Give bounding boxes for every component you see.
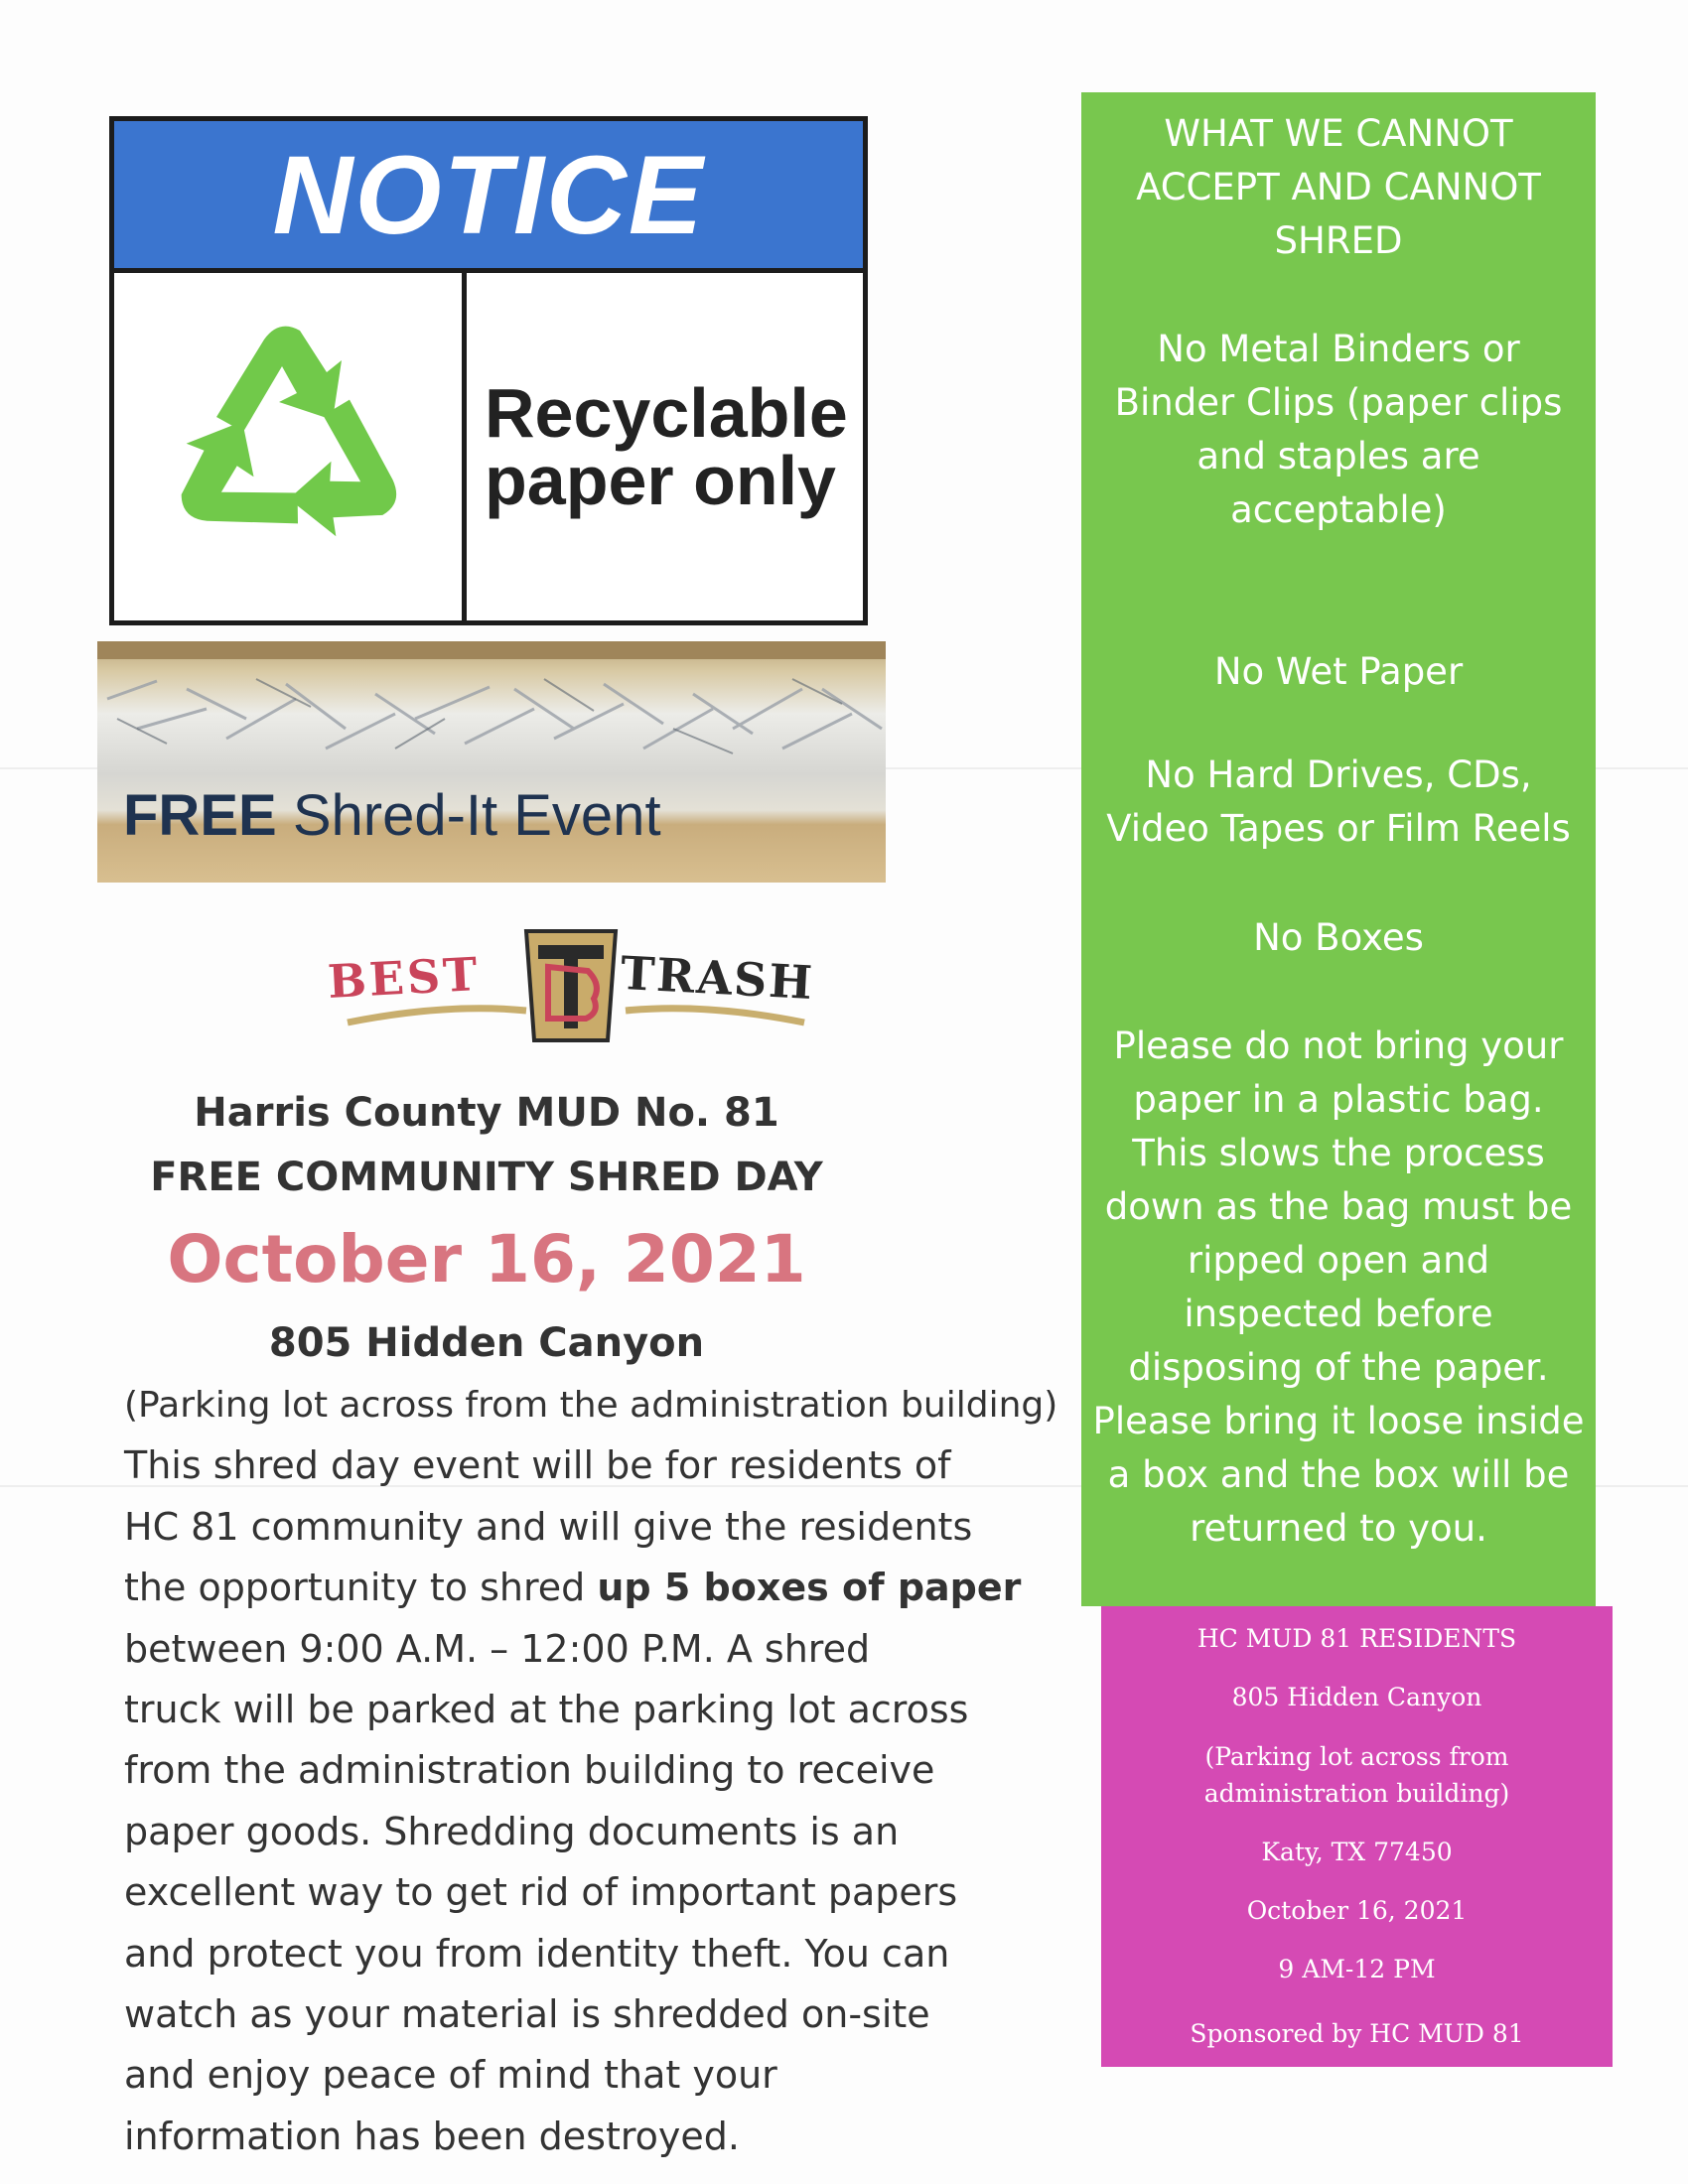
notice-message-line: paper only xyxy=(485,442,836,519)
paragraph-line: HC 81 community and will give the residents xyxy=(124,1504,973,1549)
paragraph-line xyxy=(124,1558,1057,1618)
logo-monogram xyxy=(516,923,626,1051)
rule-line: and staples are xyxy=(1196,435,1480,478)
event-description xyxy=(124,1375,1057,2167)
rule-line: No Metal Binders or xyxy=(1157,328,1520,370)
rule-line: a box and the box will be xyxy=(1107,1453,1570,1496)
shredded-paper-image xyxy=(97,659,886,770)
heading-line: WHAT WE CANNOT xyxy=(1164,112,1513,155)
shred-event-caption xyxy=(123,782,661,849)
shred-event-banner xyxy=(97,641,886,883)
plastic-bag-rule xyxy=(1081,1020,1596,1556)
heading-line: ACCEPT AND CANNOT xyxy=(1136,166,1541,208)
notice-header xyxy=(114,121,863,273)
notice-message-line: Recyclable xyxy=(485,374,848,452)
rule-line: inspected before xyxy=(1184,1293,1493,1335)
notice-sign xyxy=(109,116,868,625)
parking-line: administration building) xyxy=(1203,1779,1510,1808)
paragraph-line: from the administration building to receive xyxy=(124,1748,935,1793)
rule-line: down as the bag must be xyxy=(1104,1185,1573,1228)
paragraph-line: and enjoy peace of mind that your xyxy=(124,2053,777,2098)
banner-edge xyxy=(97,641,886,659)
event-organization: Harris County MUD No. 81 xyxy=(194,1090,779,1136)
paragraph-line: and protect you from identity theft. You can xyxy=(124,1931,950,1976)
rule-line: Please bring it loose inside xyxy=(1092,1400,1585,1442)
notice-title: NOTICE xyxy=(272,132,705,257)
rule-line: Video Tapes or Film Reels xyxy=(1106,807,1571,850)
event-title: FREE COMMUNITY SHRED DAY xyxy=(150,1155,823,1200)
paragraph-line: watch as your material is shredded on-site xyxy=(124,1992,930,2037)
rule-line: This slows the process xyxy=(1132,1132,1545,1174)
paragraph-line: This shred day event will be for residents of xyxy=(124,1443,951,1488)
parking-note: (Parking lot across from the administration building) xyxy=(124,1385,1058,1426)
no-binders-rule xyxy=(1081,323,1596,537)
rule-line: paper in a plastic bag. xyxy=(1133,1078,1544,1121)
residents-city: Katy, TX 77450 xyxy=(1261,1838,1453,1866)
no-boxes-rule: No Boxes xyxy=(1253,916,1424,959)
residents-time: 9 AM-12 PM xyxy=(1278,1955,1436,1983)
logo-word-trash: TRASH xyxy=(619,945,816,1011)
parking-line: (Parking lot across from xyxy=(1204,1742,1509,1771)
residents-address: 805 Hidden Canyon xyxy=(1231,1683,1482,1711)
residents-date: October 16, 2021 xyxy=(1246,1896,1468,1925)
no-hard-drives-rule xyxy=(1081,749,1596,856)
paragraph-line: excellent way to get rid of important papers xyxy=(124,1870,958,1915)
heading-line: SHRED xyxy=(1274,219,1403,262)
rule-line: ripped open and xyxy=(1187,1239,1490,1282)
paragraph-line: truck will be parked at the parking lot across xyxy=(124,1688,969,1732)
cannot-accept-heading xyxy=(1081,107,1596,268)
paragraph-text: the opportunity to shred xyxy=(124,1566,598,1610)
residents-sponsor: Sponsored by HC MUD 81 xyxy=(1190,2019,1524,2048)
rule-line: acceptable) xyxy=(1230,488,1447,531)
shred-caption-text: Shred-It Event xyxy=(292,783,661,848)
paragraph-line: between 9:00 A.M. – 12:00 P.M. A shred xyxy=(124,1626,871,1671)
best-trash-logo xyxy=(328,923,814,1047)
rule-line: returned to you. xyxy=(1190,1507,1487,1550)
rule-line: disposing of the paper. xyxy=(1128,1346,1549,1389)
recycle-icon xyxy=(114,273,467,620)
logo-word-best: BEST xyxy=(326,947,482,1009)
paragraph-line: information has been destroyed. xyxy=(124,2114,740,2158)
paragraph-line: paper goods. Shredding documents is an xyxy=(124,1809,900,1853)
notice-message xyxy=(485,374,848,519)
residents-title: HC MUD 81 RESIDENTS xyxy=(1196,1624,1517,1653)
event-date: October 16, 2021 xyxy=(167,1221,806,1297)
event-address: 805 Hidden Canyon xyxy=(268,1320,705,1366)
rule-line: Please do not bring your xyxy=(1113,1024,1564,1067)
no-wet-paper-rule: No Wet Paper xyxy=(1213,650,1464,693)
rule-line: No Hard Drives, CDs, xyxy=(1145,753,1532,796)
shred-caption-free: FREE xyxy=(123,783,277,848)
box-limit-emphasis: up 5 boxes of paper xyxy=(597,1566,1022,1610)
rule-line: Binder Clips (paper clips xyxy=(1114,381,1563,424)
residents-parking xyxy=(1101,1738,1613,1812)
